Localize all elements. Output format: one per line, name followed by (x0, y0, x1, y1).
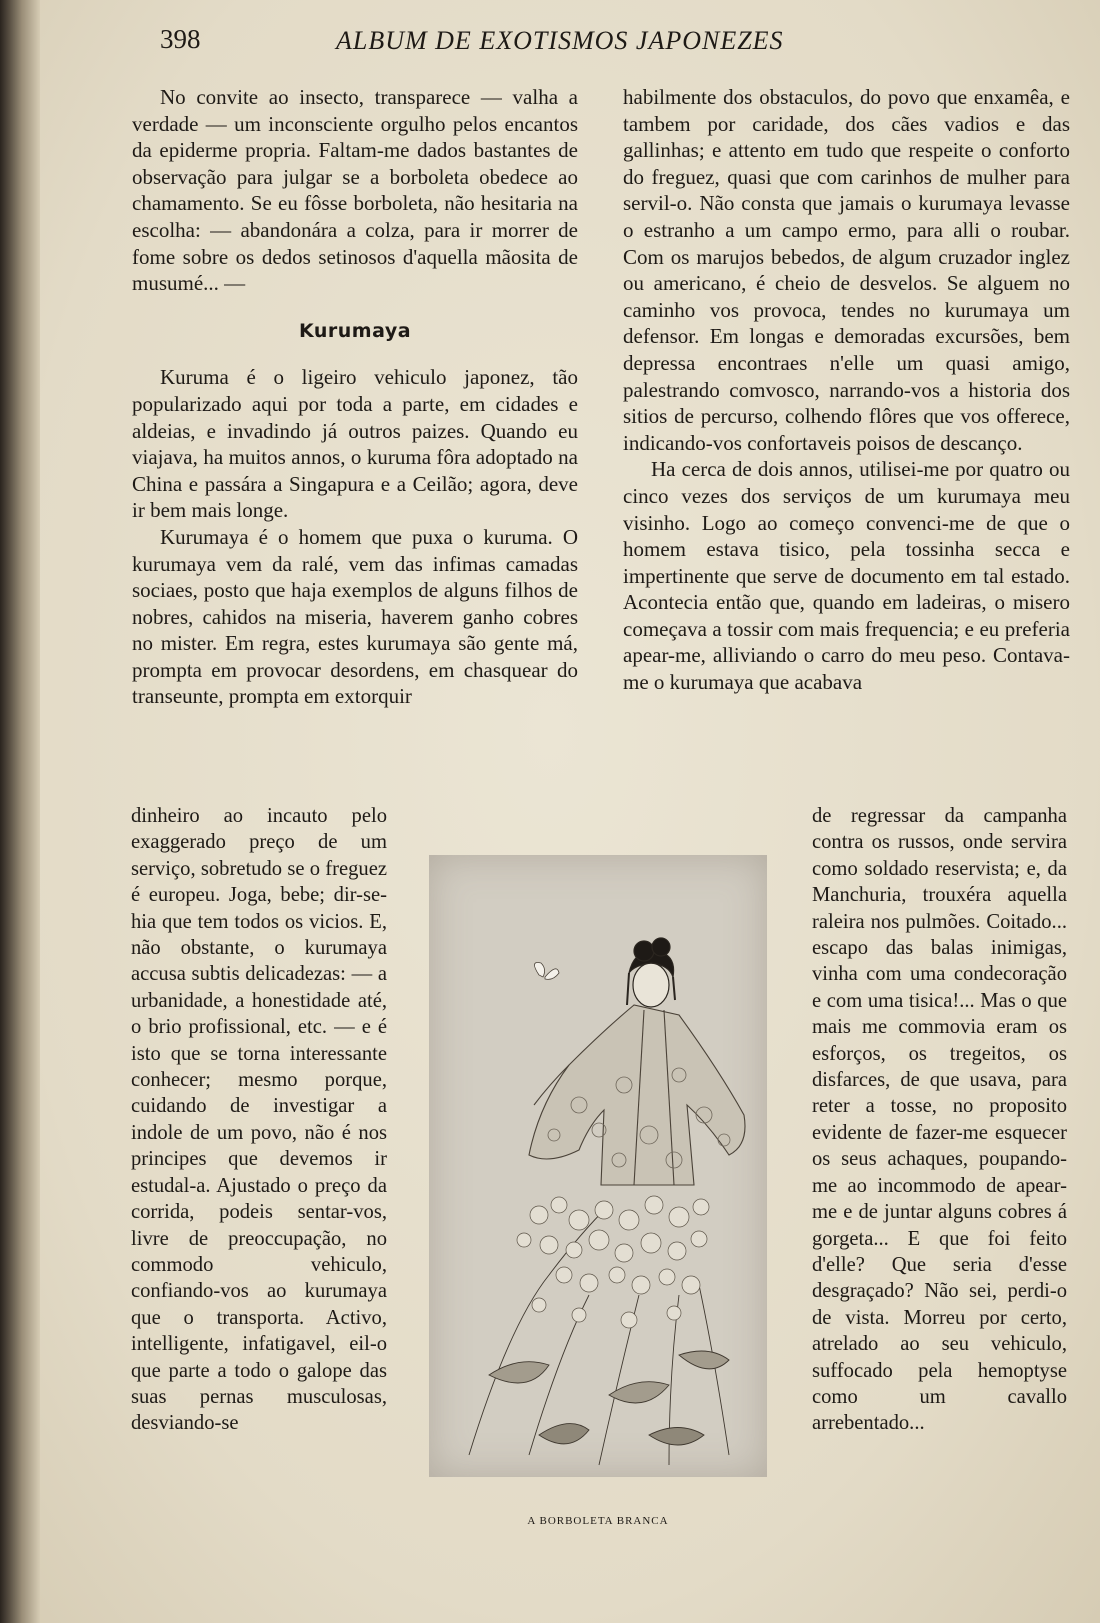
butterfly-icon (534, 963, 559, 980)
illustration-butterfly-girl (429, 855, 767, 1477)
left-paragraph-1: No convite ao insecto, transparece — valha a verdade — um inconsciente orgulho pelos encantos da epiderme propria. Faltam-me dados bastantes de observação para julgar se a borboleta obedece ao chamamento. Se eu fôsse borboleta, não hesitaria na escolha: — abandonára a colza, para ir morrer de fome sobre os dedos setinosos d'aquella mãosita de musumé... — (132, 85, 578, 296)
right-paragraph-2-continued: de regressar da campanha contra os russos, onde servira como soldado reservista; e, da Manchuria, trouxéra aquella raleira nos pulmões. Coitado... escapo das balas inimigas, vinha com uma condecoração e com uma tisica!... Mas o que mais me commovia eram os esforços, os tregeitos, os disfarces, de que usava, para reter a tosse, no proposito evidente de fazer-me esquecer os seus achaques, poupando-me ao incommodo de apear-me e de juntar alguns cobres á gorgeta... E que foi feito d'elle? Que seria d'esse desgraçado? Não sei, perdi-o de vista. Morreu por certo, atrelado ao seu vehiculo, suffocado pela hemoptyse como um cavallo arrebentado... (812, 805, 1067, 1435)
right-paragraph-2: Ha cerca de dois annos, utilisei-me por quatro ou cinco vezes dos serviços de um kurumaya meu visinho. Logo ao começo convenci-me de que o homem estava tisico, pela tossinha secca e impertinente que serve de documento em tal estado. Acontecia então que, quando em ladeiras, o misero começava a tossir com mais frequencia; e eu preferia apear-me, alliviando o carro do meu peso. Contava-me o kurumaya que acabava (623, 457, 1070, 695)
section-heading: Kurumaya (298, 319, 412, 342)
left-paragraph-2: Kuruma é o ligeiro vehiculo japonez, tão popularizado aqui por toda a parte, em cidades e aldeias, e invadindo já outros paizes. Quando eu viajava, ha muitos annos, o kuruma fôra adoptado na China e passára a Singapura e a Ceilão; agora, deve ir bem mais longe. (132, 365, 578, 523)
running-title: ALBUM DE EXOTISMOS JAPONEZES (336, 26, 784, 55)
right-column (623, 84, 1070, 696)
left-paragraph-3: Kurumaya é o homem que puxa o kuruma. O kurumaya vem da ralé, vem das infimas camadas sociaes, posto que haja exemplos de alguns filhos de nobres, cahidos na miseria, haverem ganho cobres no mister. Em regra, estes kurumaya são gente má, prompta em provocar desordens, em chasquear do transeunte, prompta em extorquir (132, 524, 578, 709)
figure-caption: A BORBOLETA BRANCA (527, 1515, 669, 1527)
page-header (140, 24, 880, 64)
figure-kimono (529, 1005, 745, 1185)
left-column-continuation (131, 803, 387, 1437)
illustration-drawing (429, 855, 767, 1477)
left-column (132, 84, 578, 710)
book-binding (0, 0, 40, 1623)
flower-blossoms (517, 1196, 709, 1328)
figure-head (627, 938, 675, 1007)
right-paragraph-1: habilmente dos obstaculos, do povo que enxamêa, e tambem por caridade, dos cães vadios e das gallinhas; e attento em tudo que respeite o conforto do freguez, quasi que com carinhos de mulher para servil-o. Não consta que jamais o kurumaya levasse o estranho a um campo ermo, para alli o roubar. Com os marujos bebedos, de algum cruzador inglez ou americano, é cheio de desvelos. Se alguem no caminho vos provoca, tendes no kurumaya um defensor. Em longas e demoradas excursões, bem depressa encontraes n'elle um quasi amigo, palestrando comvosco, narrando-vos a historia dos sitios de percurso, colhendo flôres que vos offerece, indicando-vos confortaveis poisos de descanço. (623, 85, 1070, 455)
page-number: 398 (160, 24, 201, 54)
left-paragraph-3-continued: dinheiro ao incauto pelo exaggerado preço de um serviço, sobretudo se o freguez é europeu. Joga, bebe; dir-se-hia que tem todos os vicios. E, não obstante, o kurumaya accusa subtis delicadezas: — a urbanidade, a honestidade até, o brio profissional, etc. — e é isto que se torna interessante conhecer; mesmo porque, cuidando de investigar a indole de um povo, não é nos principes que devemos ir estudal-a. Ajustado o preço da corrida, podeis sentar-vos, livre de preoccupação, no commodo vehiculo, confiando-vos ao kurumaya que o transporta. Activo, intelligente, infatigavel, eil-o que parte a todo o galope das suas pernas musculosas, desviando-se (131, 805, 387, 1435)
right-column-continuation (812, 803, 1067, 1437)
